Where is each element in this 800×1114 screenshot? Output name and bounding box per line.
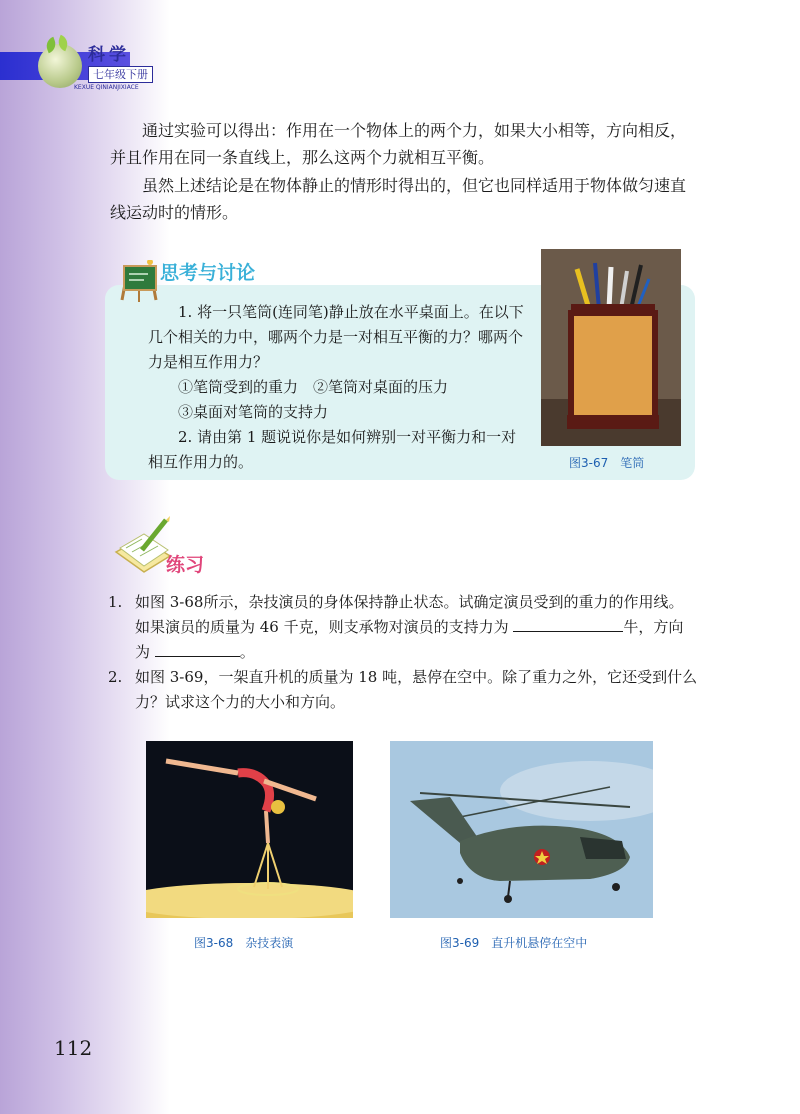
paragraph-uniform-motion: 虽然上述结论是在物体静止的情形时得出的，但它也同样适用于物体做匀速直线运动时的情形。 [110,176,687,222]
exercise-1-text-c: 。 [239,643,255,661]
think-discuss-text [148,300,528,475]
pen-holder-photo [541,249,681,446]
answer-blank [155,642,240,657]
exercise-number: 2. [108,668,123,686]
pinyin-label: KEXUE QINIANJIXIACE [74,84,139,91]
think-discuss-title: 思考与讨论 [160,262,256,284]
page-number: 112 [54,1036,93,1060]
exercise-number: 1. [108,593,123,611]
figure-3-67-caption: 图3-67 笔筒 [569,456,645,470]
exercise-item-2 [108,665,698,715]
helicopter-photo [390,741,653,918]
figure-3-69-caption: 图3-69 直升机悬停在空中 [440,936,588,950]
exercise-item-1 [108,590,698,665]
paragraph-conclusion: 通过实验可以得出：作用在一个物体上的两个力，如果大小相等，方向相反，并且作用在同一条直线上，那么这两个力就相互平衡。 [110,121,687,167]
exercise-1-text-b: 牛，方向为 [135,618,684,661]
exercise-1-text-a: 如图 3-68所示，杂技演员的身体保持静止状态。试确定演员受到的重力的作用线。如果演员的质量为 46 千克，则支承物对演员的支持力为 [135,593,684,636]
question-1-options-b: ③桌面对笔筒的支持力 [178,403,329,421]
subject-title: 科学 [88,45,130,65]
exercise-2-text: 如图 3-69，一架直升机的质量为 18 吨，悬停在空中。除了重力之外，它还受到什么力？试求这个力的大小和方向。 [135,668,698,711]
question-2: 2. 请由第 1 题说说你是如何辨别一对平衡力和一对相互作用力的。 [148,428,517,471]
notebook-pencil-icon [112,514,174,576]
globe-logo-icon [38,44,82,88]
question-1-options-a: ①笔筒受到的重力 ②笔筒对桌面的压力 [178,378,449,396]
figure-3-68-caption: 图3-68 杂技表演 [194,936,294,950]
acrobat-photo [146,741,353,918]
question-1: 1. 将一只笔筒(连同笔)静止放在水平桌面上。在以下几个相关的力中，哪两个力是一对相互平衡的力？哪两个力是相互作用力？ [148,303,524,371]
exercise-title: 练习 [166,554,205,576]
grade-label: 七年级下册 [88,66,153,83]
answer-blank [513,617,623,632]
